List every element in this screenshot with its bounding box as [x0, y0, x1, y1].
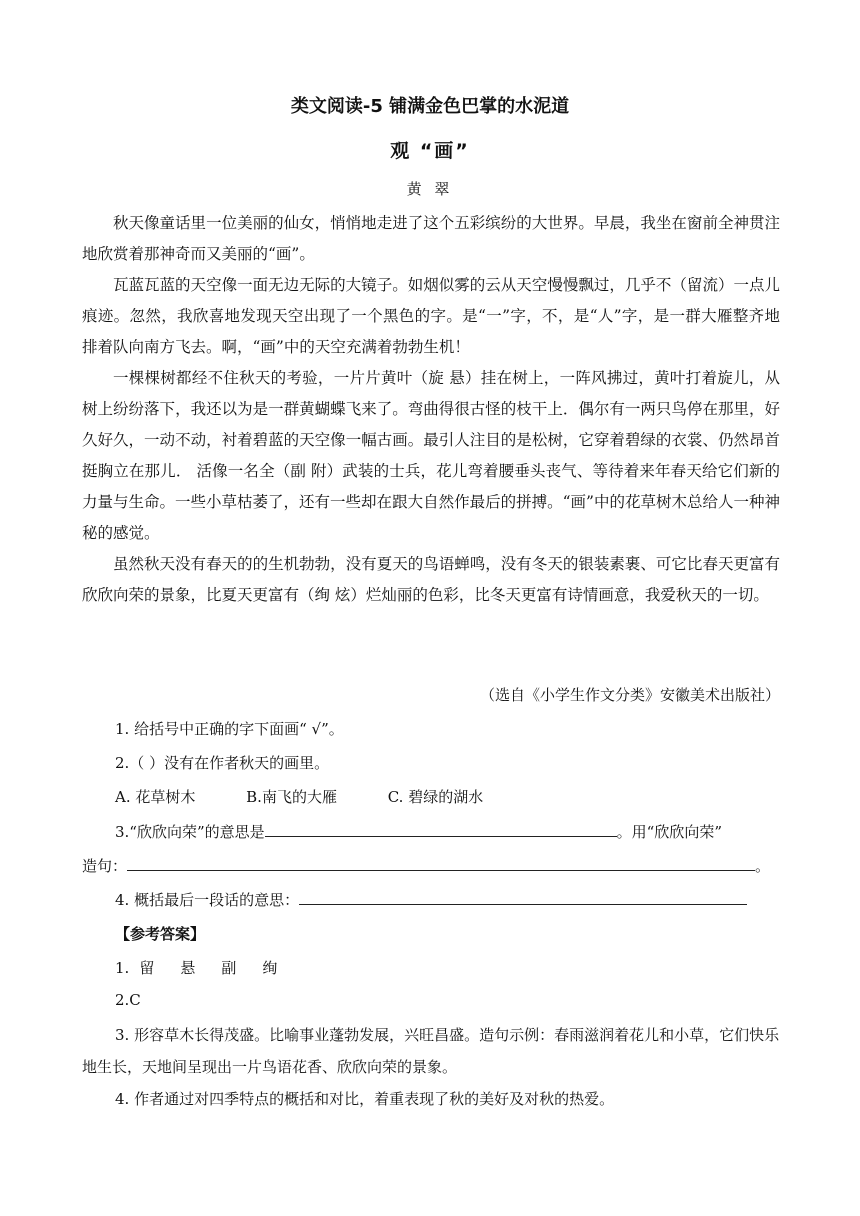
- answer-1-char: 副: [221, 959, 237, 977]
- answer-4: 4. 作者通过对四季特点的概括和对比，着重表现了秋的美好及对秋的热爱。: [115, 1090, 615, 1108]
- answer-blank-meaning[interactable]: [265, 820, 617, 837]
- question-2-options: [115, 786, 529, 807]
- answers-heading: 【参考答案】: [115, 925, 206, 943]
- option-a: A. 花草树木: [115, 788, 196, 806]
- option-c: C. 碧绿的湖水: [387, 788, 484, 806]
- answer-1-char: 悬: [180, 959, 196, 977]
- question-3-prompt: 3.“欣欣向荣”的意思是: [115, 823, 265, 841]
- article-title: 观 “画”: [390, 140, 470, 162]
- answer-1: [115, 957, 303, 978]
- question-3-sentence-label: 造句：: [82, 857, 128, 875]
- question-4: [115, 888, 747, 910]
- answer-3: 3. 形容草木长得茂盛。比喻事业蓬勃发展，兴旺昌盛。造句示例：春雨滋润着花儿和小草，它们快乐地生长，天地间呈现出一片鸟语花香、欣欣向荣的景象。: [82, 1026, 780, 1076]
- article-author: 黄 翠: [406, 180, 454, 198]
- article-body: [82, 208, 780, 611]
- answer-1-prefix: 1.: [115, 959, 130, 977]
- question-3-end: 。: [755, 857, 771, 875]
- question-3-followup: 。用“欣欣向荣”: [616, 823, 722, 841]
- article-paragraph-1: 秋天像童话里一位美丽的仙女，悄悄地走进了这个五彩缤纷的大世界。早晨，我坐在窗前全神贯注地欣赏着那神奇而又美丽的“画”。: [82, 214, 780, 263]
- answer-blank-summary[interactable]: [299, 888, 747, 905]
- option-b: B.南飞的大雁: [246, 788, 337, 806]
- article-source: （选自《小学生作文分类》安徽美术出版社）: [479, 686, 780, 704]
- question-3-line-2: [82, 854, 770, 876]
- article-paragraph-3: 一棵棵树都经不住秋天的考验，一片片黄叶（旋 悬）挂在树上，一阵风拂过，黄叶打着旋儿，从树上纷纷落下，我还以为是一群黄蝴蝶飞来了。弯曲得很古怪的枝干上．偶尔有一两只鸟停在那里，好久好久，一动不动，衬着碧蓝的天空像一幅古画。最引人注目的是松树，它穿着碧绿的衣裳、仍然昂首挺胸立在那儿． 活像一名全（副 附）武装的士兵，花儿弯着腰垂头丧气、等待着来年春天给它们新的力量与生命。一些小草枯萎了，还有一些却在跟大自然作最后的拼搏。“画”中的花草树木总给人一种神秘的感觉。: [82, 369, 780, 542]
- article-paragraph-4: 虽然秋天没有春天的的生机勃勃，没有夏天的鸟语蝉鸣，没有冬天的银装素裹、可它比春天更富有欣欣向荣的景象，比夏天更富有（绚 炫）烂灿丽的色彩，比冬天更富有诗情画意，我爱秋天的一切。: [82, 555, 780, 604]
- answer-1-char: 绚: [262, 959, 278, 977]
- answer-1-char: 留: [139, 959, 155, 977]
- answer-blank-sentence[interactable]: [127, 854, 755, 871]
- answers-block: [82, 1019, 782, 1115]
- question-3-line-1: [115, 820, 722, 842]
- article-paragraph-2: 瓦蓝瓦蓝的天空像一面无边无际的大镜子。如烟似雾的云从天空慢慢飘过，几乎不（留流）一点儿痕迹。忽然，我欣喜地发现天空出现了一个黑色的字。是“一”字，不，是“人”字，是一群大雁整齐地排着队向南方飞去。啊，“画”中的天空充满着勃勃生机！: [82, 276, 780, 356]
- question-1: 1. 给括号中正确的字下面画“ √”。: [115, 720, 344, 738]
- answer-2: 2.C: [115, 991, 141, 1009]
- document-title: 类文阅读-5 铺满金色巴掌的水泥道: [290, 96, 570, 117]
- question-4-prompt: 4. 概括最后一段话的意思：: [115, 891, 300, 909]
- question-2: 2.（ ）没有在作者秋天的画里。: [115, 754, 330, 772]
